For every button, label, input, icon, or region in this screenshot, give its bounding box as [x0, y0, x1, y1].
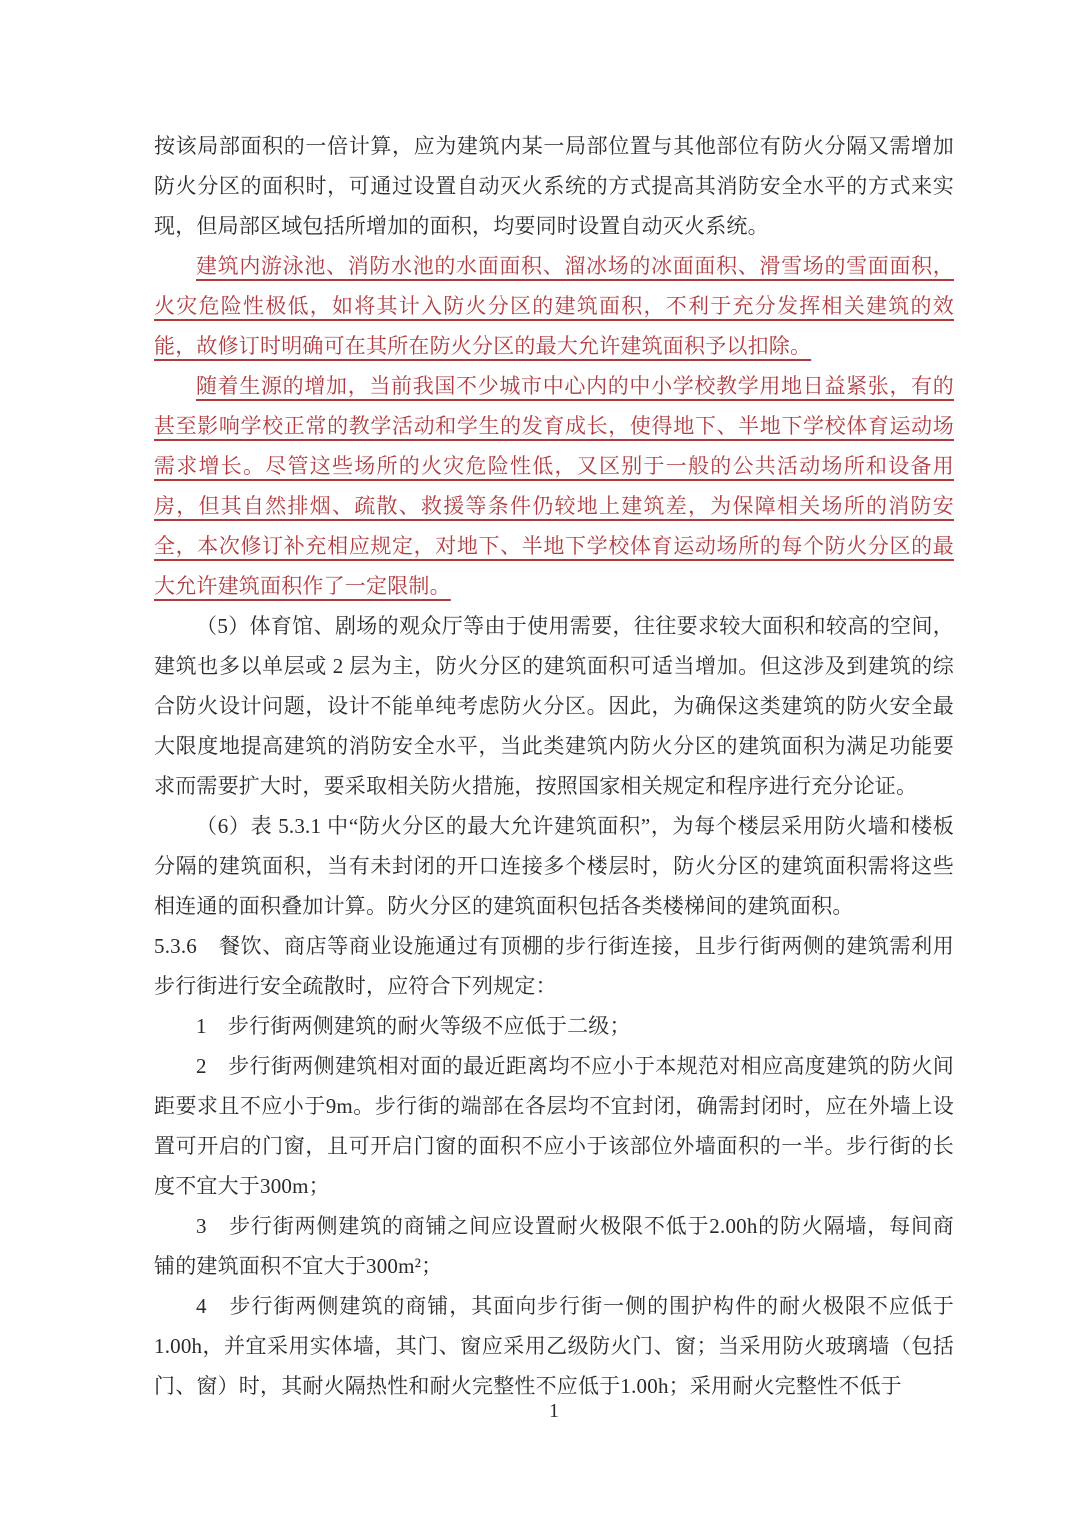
revision-note-water-surfaces: 建筑内游泳池、消防水池的水面面积、溜冰场的冰面面积、滑雪场的雪面面积，火灾危险性极低，如将其计入防火分区的建筑面积，不利于充分发挥相关建筑的效能，故修订时明确可在其所在防火分区的最大允许建筑面积予以扣除。: [154, 254, 954, 358]
explanation-item-6: （6）表 5.3.1 中“防火分区的最大允许建筑面积”，为每个楼层采用防火墙和楼板分隔的建筑面积，当有未封闭的开口连接多个楼层时，防火分区的建筑面积需将这些相连通的面积叠加计算。防火分区的建筑面积包括各类楼梯间的建筑面积。: [154, 814, 954, 918]
clause-5-3-6-intro: 5.3.6 餐饮、商店等商业设施通过有顶棚的步行街连接，且步行街两侧的建筑需利用步行街进行安全疏散时，应符合下列规定：: [154, 934, 954, 998]
clause-5-3-6-item-1: 1 步行街两侧建筑的耐火等级不应低于二级；: [196, 1014, 631, 1038]
paragraph-local-area-calc: 按该局部面积的一倍计算，应为建筑内某一局部位置与其他部位有防火分隔又需增加防火分区的面积时，可通过设置自动灭火系统的方式提高其消防安全水平的方式来实现，但局部区域包括所增加的面积，均要同时设置自动灭火系统。: [154, 134, 954, 238]
clause-5-3-6-item-2: 2 步行街两侧建筑相对面的最近距离均不应小于本规范对相应高度建筑的防火间距要求且不应小于9m。步行街的端部在各层均不宜封闭，确需封闭时，应在外墙上设置可开启的门窗，且可开启门窗的面积不应小于该部位外墙面积的一半。步行街的长度不宜大于300m；: [154, 1054, 954, 1198]
explanation-item-5: （5）体育馆、剧场的观众厅等由于使用需要，往往要求较大面积和较高的空间，建筑也多以单层或 2 层为主，防火分区的建筑面积可适当增加。但这涉及到建筑的综合防火设计问题，设计不能单纯考虑防火分区。因此，为确保这类建筑的防火安全最大限度地提高建筑的消防安全水平，当此类建筑内防火分区的建筑面积为满足功能要求而需要扩大时，要采取相关防火措施，按照国家相关规定和程序进行充分论证。: [154, 614, 954, 798]
clause-5-3-6-item-4: 4 步行街两侧建筑的商铺，其面向步行街一侧的围护构件的耐火极限不应低于1.00h，并宜采用实体墙，其门、窗应采用乙级防火门、窗；当采用防火玻璃墙（包括门、窗）时，其耐火隔热性和耐火完整性不应低于1.00h；采用耐火完整性不低于: [154, 1294, 954, 1398]
page-number: 1: [549, 1400, 559, 1422]
clause-5-3-6-item-3: 3 步行街两侧建筑的商铺之间应设置耐火极限不低于2.00h的防火隔墙，每间商铺的建筑面积不宜大于300m²；: [154, 1214, 954, 1278]
revision-note-school-sports: 随着生源的增加，当前我国不少城市中心内的中小学校教学用地日益紧张，有的甚至影响学校正常的教学活动和学生的发育成长，使得地下、半地下学校体育运动场需求增长。尽管这些场所的火灾危险性低，又区别于一般的公共活动场所和设备用房，但其自然排烟、疏散、救援等条件仍较地上建筑差，为保障相关场所的消防安全，本次修订补充相应规定，对地下、半地下学校体育运动场所的每个防火分区的最大允许建筑面积作了一定限制。: [154, 374, 954, 598]
document-body: [154, 126, 954, 1406]
